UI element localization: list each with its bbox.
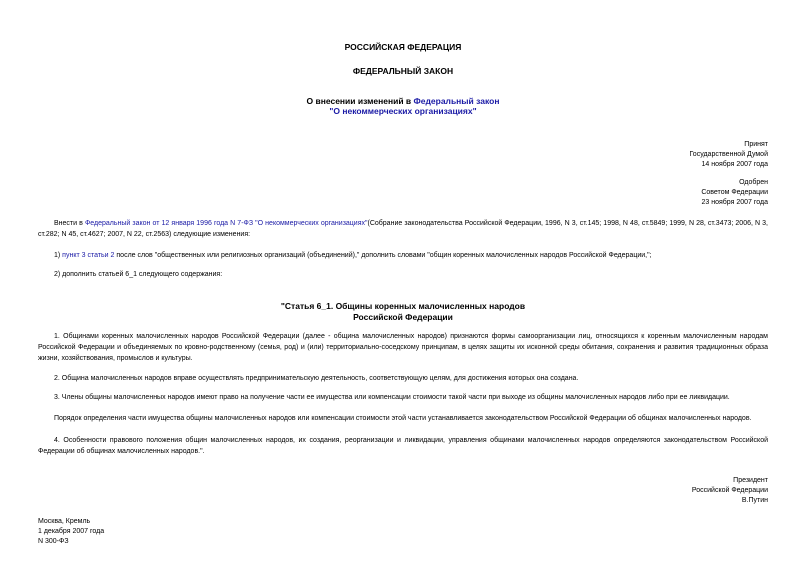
law-title-line1 [38, 96, 768, 106]
place-city: Москва, Кремль [38, 518, 91, 525]
intro-rest: (Собрание законодательства Российской Федерации, 1996, N 3, ст.145; 1998, N 48, ст.5849; 1999, N 28, ст.3473; 2006, N 3, ст.282; N 45, ст.4627; 2007, N 22, ст.2563) следующие изменения: [38, 220, 769, 238]
intro-prefix: Внести в [54, 220, 85, 227]
article-paragraph-3: 3. Члены общины малочисленных народов имеют право на получение части ее имущества или компенсации стоимости такой части при выходе из общины малочисленных народов либо при ее ликвидации. [54, 394, 730, 401]
article-paragraph-1: 1. Общинами коренных малочисленных народов Российской Федерации (далее - община малочисленных народов) признаются формы самоорганизации лиц, относящихся к коренным малочисленным народам Российской Федерации и объединяемых по кровно-родственному (семья, род) и (или) территориально-соседскому принципам, в целях защиты их исконной среды обитания, сохранения и развития традиционных образа жизни, хозяйствования, промыслов и культуры. [38, 333, 768, 362]
country-heading: РОССИЙСКАЯ ФЕДЕРАЦИЯ [344, 42, 462, 52]
adoption-by: Государственной Думой [689, 151, 768, 158]
adoption-date: 14 ноября 2007 года [701, 161, 768, 168]
article-paragraph-3b: Порядок определения части имущества общины малочисленных народов или компенсации стоимости этой части устанавливается законодательством Российской Федерации об общинах малочисленных народов. [54, 415, 752, 422]
law-title-link[interactable]: Федеральный закон [413, 96, 500, 106]
article-paragraph-2: 2. Община малочисленных народов вправе осуществлять предпринимательскую деятельность, соответствующую целям, для достижения которых она создана. [54, 375, 579, 382]
change-1-link[interactable]: пункт 3 статьи 2 [62, 252, 115, 259]
law-title-line2[interactable]: "О некоммерческих организациях" [329, 106, 477, 116]
place-date-block [38, 517, 104, 547]
article-title-line2: Российской Федерации [353, 312, 453, 322]
approval-by: Советом Федерации [701, 189, 768, 196]
change-1-prefix: 1) [54, 252, 63, 259]
signature-country: Российской Федерации [691, 487, 768, 494]
signature-block [692, 476, 768, 506]
signature-name: В.Путин [741, 497, 768, 504]
article-paragraph-4: 4. Особенности правового положения общин малочисленных народов, их создания, реорганизации и ликвидации, управления общинами малочисленных народов определяются законодательством Российской Федерации об общинах малочисленных народов.". [38, 437, 768, 455]
adoption-block [689, 140, 768, 170]
approval-approved: Одобрен [739, 179, 768, 186]
law-title-prefix: О внесении изменений в [306, 96, 414, 106]
change-1-rest: после слов "общественных или религиозных организаций (объединений)," дополнить словами "общин коренных малочисленных народов Российской Федерации,"; [114, 252, 652, 259]
place-number: N 300-ФЗ [38, 538, 69, 545]
change-2-paragraph: 2) дополнить статьей 6_1 следующего содержания: [54, 271, 223, 278]
approval-block [701, 178, 768, 208]
approval-date: 23 ноября 2007 года [701, 199, 768, 206]
place-date: 1 декабря 2007 года [38, 528, 105, 535]
intro-law-link[interactable]: Федеральный закон от 12 января 1996 года N 7-ФЗ "О некоммерческих организациях" [84, 220, 368, 227]
adoption-accepted: Принят [744, 141, 768, 148]
law-type-heading: ФЕДЕРАЛЬНЫЙ ЗАКОН [352, 66, 454, 76]
signature-role: Президент [733, 477, 768, 484]
change-1-paragraph [38, 250, 768, 261]
intro-paragraph [38, 218, 768, 240]
article-title-line1: "Статья 6_1. Общины коренных малочисленных народов [280, 301, 526, 311]
